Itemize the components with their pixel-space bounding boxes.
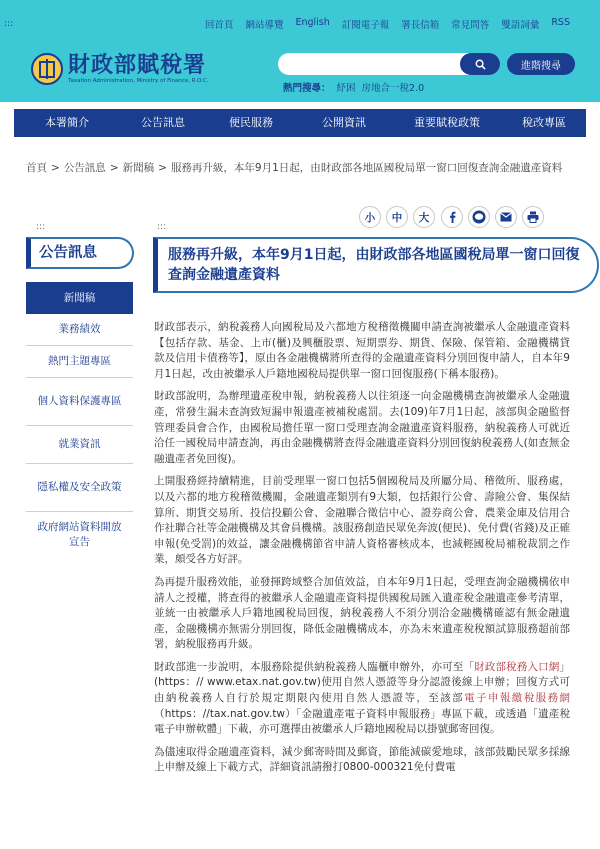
article-paragraph: 上開服務經持續精進，目前受理單一窗口包括5個國稅局及所屬分局、稽徵所、服務處，以及六都的地方稅稽徵機關，金融遺產類別有9大類，包括銀行公會、壽險公會、集保結算所、期貨交易所、投信投顧公會、金融聯合徵信中心、證券商公會、農業金庫及信用合作社聯合社等金融機構及其會員機構。該服務創造民眾免奔波(便民)、免付費(省錢)及正確申報(免受罰)的效益，讓金融機構節省申請人資格審核成本，也減輕國稅局補稅裁罰之作業，頗受各方好評。 [154,475,570,566]
sidebar-item-open-data[interactable]: 政府網站資料開放宣告 [37,521,122,548]
accesskey-left[interactable]: ::: [36,222,46,232]
article-paragraph: 為再提升服務效能，並發揮跨域整合加值效益，自本年9月1日起，受理查詢金融機構依申請人之授權，將查得的被繼承人金融遺產資料提供國稅局匯入遺產稅金融遺產參考清單，並統一由被繼承人戶籍地國稅局回復，納稅義務人不須分別洽金融機構確認有無金融遺產，金融機構亦無需分別回復，降低金融機構成本，亦為未來遺產稅稅額試算服務超前部署，納稅服務再升級。 [154,575,570,651]
e-filing-service-link[interactable]: 電子申報繳稅服務網 [464,692,571,705]
sidebar-item-press[interactable]: 新聞稿 [26,282,133,314]
article-title: 服務再升級，本年9月1日起，由財政部各地區國稅局單一窗口回復查詢金融遺產資料 [168,247,580,283]
hot-search-item[interactable]: 房地合一稅2.0 [361,83,425,94]
line-icon [472,210,486,224]
main-nav [14,109,586,137]
top-utility-nav [193,17,570,31]
accesskey-center[interactable]: ::: [157,222,167,232]
topnav-faq-link[interactable]: 常見問答 [451,20,490,31]
search-button[interactable] [460,53,500,75]
breadcrumb [26,160,576,176]
printer-icon [527,211,539,223]
mainnav-about[interactable]: 本署簡介 [45,116,89,129]
article-text: 財政部進一步說明，本服務除提供納稅義務人臨櫃申辦外，亦可至「 [154,660,475,673]
advanced-search-button[interactable]: 進階搜尋 [507,53,575,75]
breadcrumb-press[interactable]: 新聞稿 [122,162,155,174]
print-button[interactable] [522,206,544,228]
hot-search-label: 熱門搜尋： [283,83,331,94]
article-title-box [153,237,599,293]
breadcrumb-home[interactable]: 首頁 [26,162,47,174]
sidebar-item-hot-topics[interactable]: 熱門主題專區 [26,346,133,378]
breadcrumb-current: 服務再升級，本年9月1日起，由財政部各地區國稅局單一窗口回復查詢金融遺產資料 [170,162,563,174]
article-paragraph: 財政部說明，為辦理遺產稅申報，納稅義務人以往須逐一向金融機構查詢被繼承人金融遺產，常發生漏未查詢致短漏申報遺產被補稅處罰。去(109)年7月1日起，該部與金融監督管理委員會合作，由國稅局擔任單一窗口受理查詢金融遺產資料服務，納稅義務人可就近洽任一國稅局申請查詢，再由金融機構將查得金融遺產資料分別回復納稅義務人(如查無金融遺產者免回復)。 [154,390,570,465]
font-small-button[interactable]: 小 [359,206,381,228]
mainnav-public-info[interactable]: 公開資訊 [322,116,366,129]
mail-icon [500,212,512,222]
search-icon [475,59,486,70]
accesskey-top[interactable]: ::: [4,19,14,29]
emblem-icon [30,52,64,86]
hot-search-item[interactable]: 紓困 [336,83,356,94]
mainnav-tax-policy[interactable]: 重要賦稅政策 [414,116,480,129]
facebook-share-button[interactable] [441,206,463,228]
breadcrumb-separator: > [109,162,119,174]
sidebar-menu [26,282,133,558]
sidebar-title-text: 公告訊息 [39,245,97,261]
font-medium-button[interactable]: 中 [386,206,408,228]
mainnav-services[interactable]: 便民服務 [229,116,273,129]
topnav-english-link[interactable]: English [295,17,330,28]
topnav-newsletter-link[interactable]: 訂閱電子報 [341,20,390,31]
article-paragraph [154,660,570,738]
breadcrumb-separator: > [158,162,167,174]
site-logo[interactable] [30,52,208,86]
mainnav-tax-reform[interactable]: 稅改專區 [522,116,566,129]
breadcrumb-separator: > [51,162,60,174]
sidebar-item-privacy-policy[interactable]: 隱私權及安全政策 [26,464,133,512]
article-paragraph: 財政部表示，納稅義務人向國稅局及六都地方稅稽徵機關申請查詢被繼承人金融遺產資料【包括存款、基金、上市(櫃)及興櫃股票、短期票券、期貨、保險、保管箱、金融機構貸款及信用卡債務等】，原由各金融機構將所查得的金融遺產資料分別回復申請人，自本年9月1日起，改由被繼承人戶籍地國稅局提供單一窗口回復服務(下稱本服務)。 [154,321,570,380]
article-text: 」(https：// www.etax.nat.gov.tw)使用自然人憑證等身分認證後線上申辦；回復方式可由納稅義務人自行於規定期限內使用自然人憑證等，至該部 [154,660,571,705]
email-share-button[interactable] [495,206,517,228]
topnav-home-link[interactable]: 回首頁 [204,20,234,31]
article-body [154,320,570,783]
logo-title: 財政部賦稅署 [68,52,207,78]
hot-search [283,80,424,94]
etax-portal-link[interactable]: 財政部稅務入口網 [474,660,560,673]
breadcrumb-announcements[interactable]: 公告訊息 [63,162,106,174]
sidebar-item-jobs[interactable]: 就業資訊 [26,426,133,464]
share-toolbar [359,206,544,228]
topnav-sitemap-link[interactable]: 網站導覽 [245,20,284,31]
topnav-mailbox-link[interactable]: 署長信箱 [401,20,440,31]
site-header [0,0,600,102]
topnav-glossary-link[interactable]: 雙語詞彙 [501,20,540,31]
sidebar-title [26,237,134,269]
logo-subtitle: Taxation Administration, Ministry of Finance, R.O.C. [68,78,209,84]
article-text: （https：//tax.nat.gov.tw）「金融遺產電子資料申報服務」專區下載，或透過「遺產稅電子申辦軟體」下載，亦可選擇由被繼承人戶籍地國稅局以掛號郵寄回復。 [154,707,570,736]
sidebar-item-performance[interactable]: 業務績效 [26,314,133,346]
topnav-rss-link[interactable]: RSS [551,17,570,28]
font-large-button[interactable]: 大 [413,206,435,228]
sidebar-item-privacy-zone[interactable]: 個人資料保護專區 [26,378,133,426]
mainnav-announcements[interactable]: 公告訊息 [141,116,185,129]
facebook-icon [447,211,457,223]
line-share-button[interactable] [468,206,490,228]
article-paragraph: 為儘速取得金融遺產資料，減少郵寄時間及郵資，節能減碳愛地球，該部鼓勵民眾多採線上申辦及線上下載方式，詳細資訊請撥打0800-000321免付費電 [154,745,570,774]
